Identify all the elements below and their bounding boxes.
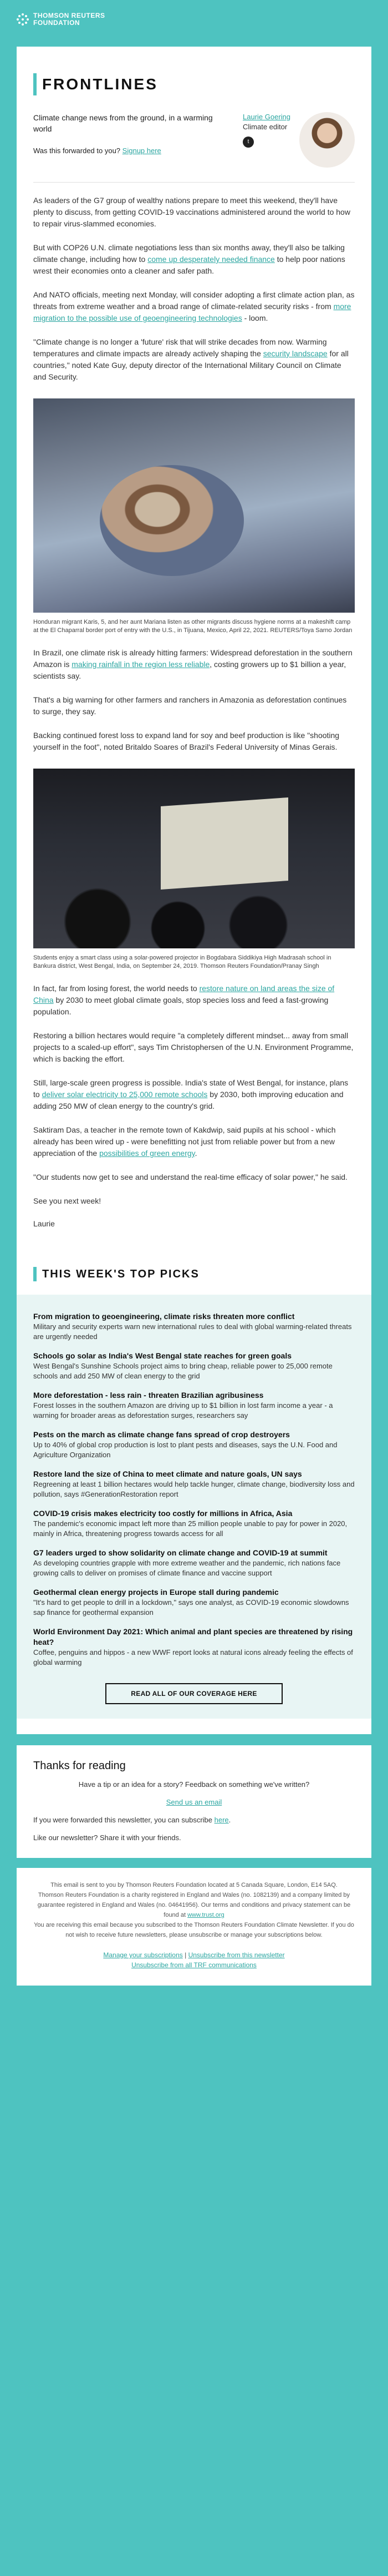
- tip-text: Have a tip or an idea for a story? Feedback on something we've written?: [78, 1780, 310, 1789]
- pick-desc: Regreening at least 1 billion hectares would help tackle hunger, climate change, biodiversity loss and pollution, says #GenerationRestoration report: [33, 1480, 355, 1498]
- main-card: [17, 47, 371, 1250]
- paragraph: See you next week!: [33, 1196, 101, 1205]
- intro-left: [33, 112, 222, 168]
- pick-title[interactable]: More deforestation - less rain - threaten Brazilian agribusiness: [33, 1391, 264, 1400]
- students-silhouettes: [33, 882, 355, 948]
- pick-item[interactable]: [33, 1390, 355, 1421]
- pick-desc: The pandemic's economic impact left more than 25 million people unable to pay for power in 2020, mainly in Africa, threatening progress towards access for all: [33, 1519, 348, 1538]
- paragraph: Backing continued forest loss to expand land for soy and beef production is like "shooting yourself in the foot", noted Britaldo Soares of Brazil's Federal University of Minas Gerais.: [33, 731, 340, 751]
- pick-item[interactable]: [33, 1311, 355, 1342]
- forward-text: Was this forwarded to you?: [33, 147, 121, 155]
- classroom-photo: [33, 769, 355, 948]
- finance-link[interactable]: come up desperately needed finance: [147, 255, 275, 264]
- trust-org-link[interactable]: www.trust.org: [187, 1912, 224, 1918]
- email-link-row: [33, 1797, 355, 1808]
- geoengineering-link[interactable]: more migration to the possible use of geoengineering technologies: [33, 302, 351, 322]
- manage-subscriptions-link[interactable]: Manage your subscriptions: [103, 1951, 183, 1959]
- pick-item[interactable]: [33, 1627, 355, 1668]
- pick-desc: "It's hard to get people to drill in a lockdown," says one analyst, as COVID-19 economic slowdowns sap finance for geothermal expansion: [33, 1598, 349, 1617]
- signup-link[interactable]: Signup here: [122, 147, 161, 155]
- pick-desc: Coffee, penguins and hippos - a new WWF report looks at natural icons already feeling the effects of global warming: [33, 1648, 353, 1666]
- migrant-photo: [33, 398, 355, 613]
- brand-line-2: FOUNDATION: [33, 19, 80, 27]
- tagline: Climate change news from the ground, in a warming world: [33, 113, 213, 133]
- brand-logo[interactable]: [17, 12, 388, 27]
- pick-item[interactable]: [33, 1469, 355, 1499]
- text: "Climate change is no longer a 'future' risk that will strike decades from now. Warming temperatures and climate impacts are already actively shaping the: [33, 337, 327, 358]
- text: .: [195, 1149, 197, 1158]
- text: for all countries," noted Kate Guy, deputy director of the International Military Council on Climate and Security.: [33, 349, 349, 381]
- photo-caption: Students enjoy a smart class using a solar-powered projector in Bogdabara Siddikiya High Madrasah school in Bankura district, West Bengal, India, on September 24, 2019. Thomson Reuters Foundation/Pranay Singh: [33, 954, 331, 969]
- paragraph: [33, 1124, 355, 1159]
- paragraph: "Our students now get to see and understand the real-time efficacy of solar power," he said.: [33, 1173, 348, 1181]
- pick-desc: Forest losses in the southern Amazon are driving up to $1 billion in lost farm income a year - a warning for broader areas as deforestation surges, researchers say: [33, 1401, 333, 1420]
- twitter-icon[interactable]: t: [243, 137, 254, 148]
- text: .: [228, 1816, 231, 1824]
- text: - loom.: [242, 314, 268, 322]
- pick-title[interactable]: World Environment Day 2021: Which animal and plant species are threatened by rising heat?: [33, 1627, 353, 1646]
- paragraph: [33, 336, 355, 383]
- subscribe-link[interactable]: here: [214, 1816, 229, 1824]
- text: by 2030, both improving education and adding 250 MW of clean energy to the country's grid.: [33, 1090, 344, 1110]
- editor-block: [243, 112, 355, 168]
- footer-links: [33, 1950, 355, 1970]
- text: to help poor nations wrest their economies onto a cleaner and safer path.: [33, 255, 345, 275]
- restore-land-link[interactable]: restore nature on land areas the size of China: [33, 984, 335, 1004]
- separator: |: [182, 1951, 188, 1959]
- unsubscribe-all-link[interactable]: Unsubscribe from all TRF communications: [131, 1961, 257, 1969]
- thanks-title: Thanks for reading: [33, 1760, 126, 1772]
- paragraph: [33, 242, 355, 277]
- pick-title[interactable]: From migration to geoengineering, climate risks threaten more conflict: [33, 1312, 295, 1321]
- share-text: Like our newsletter? Share it with your friends.: [33, 1833, 181, 1842]
- footer-legal: [33, 1890, 355, 1920]
- pick-item[interactable]: [33, 1548, 355, 1578]
- unsubscribe-newsletter-link[interactable]: Unsubscribe from this newsletter: [188, 1951, 285, 1959]
- security-link[interactable]: security landscape: [263, 349, 328, 358]
- photo-caption: Honduran migrant Karis, 5, and her aunt Mariana listen as other migrants discuss hygiene norms at a makeshift camp at the El Chaparral border port of entry with the U.S., in Tijuana, Mexico, April 22, 2021. REUTERS/Toya Sarno Jordan: [33, 619, 353, 634]
- text: In Brazil, one climate risk is already hitting farmers: Widespread deforestation in the southern Amazon is: [33, 648, 353, 669]
- paragraph: Restoring a billion hectares would require "a completely different mindset... away from small projects to a scaled-up effort", says Tim Christophersen of the U.N. Environment Programme, which is backing the effort.: [33, 1031, 354, 1063]
- solar-schools-link[interactable]: deliver solar electricity to 25,000 remote schools: [42, 1090, 208, 1099]
- rainfall-link[interactable]: making rainfall in the region less reliable: [72, 660, 210, 669]
- brand-line-1: THOMSON REUTERS: [33, 12, 105, 19]
- text: If you were forwarded this newsletter, you can subscribe: [33, 1816, 215, 1824]
- brand-name: [33, 12, 105, 27]
- pick-desc: West Bengal's Sunshine Schools project aims to bring cheap, reliable power to 25,000 remote schools and add 250 MW of clean energy to the grid: [33, 1362, 333, 1380]
- pick-desc: Military and security experts warn new international rules to deal with global warming-related threats are urgently needed: [33, 1322, 352, 1341]
- signature: Laurie: [33, 1219, 55, 1228]
- editor-avatar: [299, 112, 355, 168]
- pick-item[interactable]: [33, 1351, 355, 1381]
- intro: [33, 112, 355, 168]
- pick-desc: Up to 40% of global crop production is lost to plant pests and diseases, says the U.N. Food and Agriculture Organization: [33, 1441, 338, 1459]
- pick-title[interactable]: COVID-19 crisis makes electricity too costly for millions in Africa, Asia: [33, 1509, 293, 1518]
- pick-item[interactable]: [33, 1587, 355, 1618]
- thanks-section: [17, 1745, 371, 1858]
- editor-name-link[interactable]: Laurie Goering: [243, 113, 290, 121]
- footer-address: This email is sent to you by Thomson Reuters Foundation located at 5 Canada Square, London, E14 5AQ.: [50, 1882, 338, 1888]
- send-email-link[interactable]: Send us an email: [166, 1798, 222, 1806]
- pick-title[interactable]: Pests on the march as climate change fans spread of crop destroyers: [33, 1430, 290, 1439]
- paragraph: [33, 983, 355, 1018]
- top-picks: [17, 1250, 371, 1734]
- paragraph: As leaders of the G7 group of wealthy nations prepare to meet this weekend, they'll have plenty to discuss, from getting COVID-19 vaccinations administered around the world to how to repair virus-slammed economies.: [33, 196, 350, 228]
- pick-title[interactable]: G7 leaders urged to show solidarity on climate change and COVID-19 at summit: [33, 1548, 328, 1557]
- thomson-reuters-logo-icon: [17, 13, 29, 26]
- projector-screen: [161, 797, 288, 890]
- subscribe-text: [33, 1815, 355, 1826]
- text: Still, large-scale green progress is possible. India's state of West Bengal, for instance, plans to: [33, 1078, 349, 1099]
- footer-notice: You are receiving this email because you subscribed to the Thomson Reuters Foundation Climate Newsletter. If you do not wish to receive future newsletters, please unsubscribe or manage your subscriptions below.: [34, 1922, 354, 1938]
- text: , costing growers up to $1 billion a year, scientists say.: [33, 660, 346, 680]
- top-picks-title: THIS WEEK'S TOP PICKS: [33, 1267, 355, 1281]
- top-picks-list: [17, 1295, 371, 1719]
- editor-role: Climate editor: [243, 123, 288, 131]
- editor-info: [243, 112, 290, 148]
- header: [0, 0, 388, 47]
- text: Thomson Reuters Foundation is a charity registered in England and Wales (no. 1082139) and a company limited by guarantee registered in England and Wales (no. 04641956). Our terms and conditions and privacy statement can be found at: [37, 1892, 351, 1918]
- forward-line: [33, 145, 222, 156]
- green-energy-link[interactable]: possibilities of green energy: [99, 1149, 195, 1158]
- pick-item[interactable]: [33, 1430, 355, 1460]
- text: by 2030 to meet global climate goals, stop species loss and feed a fast-growing population.: [33, 996, 329, 1016]
- pick-title[interactable]: Schools go solar as India's West Bengal state reaches for green goals: [33, 1351, 292, 1360]
- pick-title[interactable]: Geothermal clean energy projects in Europe stall during pandemic: [33, 1588, 279, 1597]
- read-all-coverage-button[interactable]: READ ALL OF OUR COVERAGE HERE: [105, 1683, 283, 1704]
- footer: [17, 1868, 371, 1986]
- paragraph: [33, 647, 355, 682]
- text: And NATO officials, meeting next Monday, will consider adopting a first climate action plan, as threats from extreme weather and a broad range of climate-related security risks - from: [33, 290, 355, 311]
- pick-desc: As developing countries grapple with more extreme weather and the pandemic, rich nations face growing calls to deliver on promises of climate finance and vaccine support: [33, 1559, 341, 1577]
- pick-item[interactable]: [33, 1508, 355, 1539]
- newsletter-title: FRONTLINES: [33, 73, 355, 95]
- divider: [33, 182, 355, 183]
- paragraph: [33, 289, 355, 324]
- text: But with COP26 U.N. climate negotiations less than six months away, they'll also be talking climate change, including how to: [33, 243, 345, 264]
- pick-title[interactable]: Restore land the size of China to meet climate and nature goals, UN says: [33, 1469, 302, 1478]
- photo-subject: [100, 465, 244, 576]
- paragraph: [33, 1077, 355, 1112]
- paragraph: That's a big warning for other farmers and ranchers in Amazonia as deforestation continues to surge, they say.: [33, 695, 347, 716]
- text: Saktiram Das, a teacher in the remote town of Kakdwip, said pupils at his school - which already has been wired up - were benefitting not just from reliable power but from a new appreciation of the: [33, 1125, 336, 1158]
- text: In fact, far from losing forest, the world needs to: [33, 984, 200, 993]
